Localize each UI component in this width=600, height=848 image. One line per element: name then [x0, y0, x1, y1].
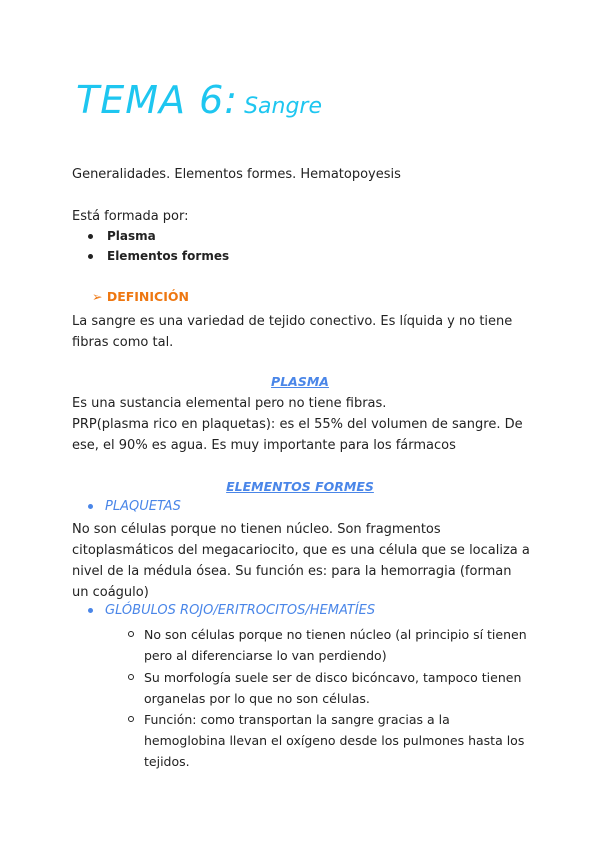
elementos-heading: ELEMENTOS FORMES [226, 479, 374, 494]
plasma-line1: Es una sustancia elemental pero no tiene fibras. [72, 396, 387, 411]
plaquetas-label: PLAQUETAS [105, 499, 181, 514]
title-main: TEMA 6: [76, 78, 239, 122]
bullet-dot [88, 234, 93, 239]
list-item-plasma [88, 226, 156, 246]
globulos-item-2 [128, 667, 528, 709]
circle-bullet-icon [128, 674, 134, 680]
bullet-dot [88, 608, 93, 613]
bullet-dot [88, 504, 93, 509]
plasma-heading: PLASMA [271, 374, 329, 389]
plaquetas-bullet [88, 499, 181, 514]
sub-item-text: No son células porque no tienen núcleo (al principio sí tienen pero al diferenciarse lo van perdiendo) [144, 627, 527, 663]
circle-bullet-icon [128, 716, 134, 722]
circle-bullet-icon [128, 631, 134, 637]
title-sub: Sangre [244, 94, 322, 119]
plaquetas-text: No son células porque no tienen núcleo. Son fragmentos citoplasmáticos del megacariocito, que es una célula que se localiza a nivel de la médula ósea. Su función es: para la hemorragia (forman un coágulo) [72, 522, 530, 600]
list-item-label: Elementos formes [107, 249, 230, 263]
globulos-label: GLÓBULOS ROJO/ERITROCITOS/HEMATÍES [105, 603, 376, 618]
bullet-dot [88, 254, 93, 259]
plasma-line2: PRP(plasma rico en plaquetas): es el 55% del volumen de sangre. De ese, el 90% es agua. Es muy importante para los fármacos [72, 417, 523, 453]
list-item-elementos [88, 246, 229, 266]
globulos-item-1 [128, 624, 528, 666]
definition-heading: ➢ DEFINICIÓN [92, 289, 189, 304]
formed-by-label: Está formada por: [72, 209, 189, 224]
globulos-bullet [88, 603, 375, 618]
page-title [76, 78, 322, 122]
globulos-item-3 [128, 709, 528, 772]
intro-text: Generalidades. Elementos formes. Hematopoyesis [72, 167, 401, 182]
list-item-label: Plasma [107, 229, 156, 243]
sub-item-text: Función: como transportan la sangre gracias a la hemoglobina llevan el oxígeno desde los pulmones hasta los tejidos. [144, 712, 525, 769]
sub-item-text: Su morfología suele ser de disco bicóncavo, tampoco tienen organelas por lo que no son células. [144, 670, 522, 706]
definition-text: La sangre es una variedad de tejido conectivo. Es líquida y no tiene fibras como tal. [72, 314, 513, 350]
